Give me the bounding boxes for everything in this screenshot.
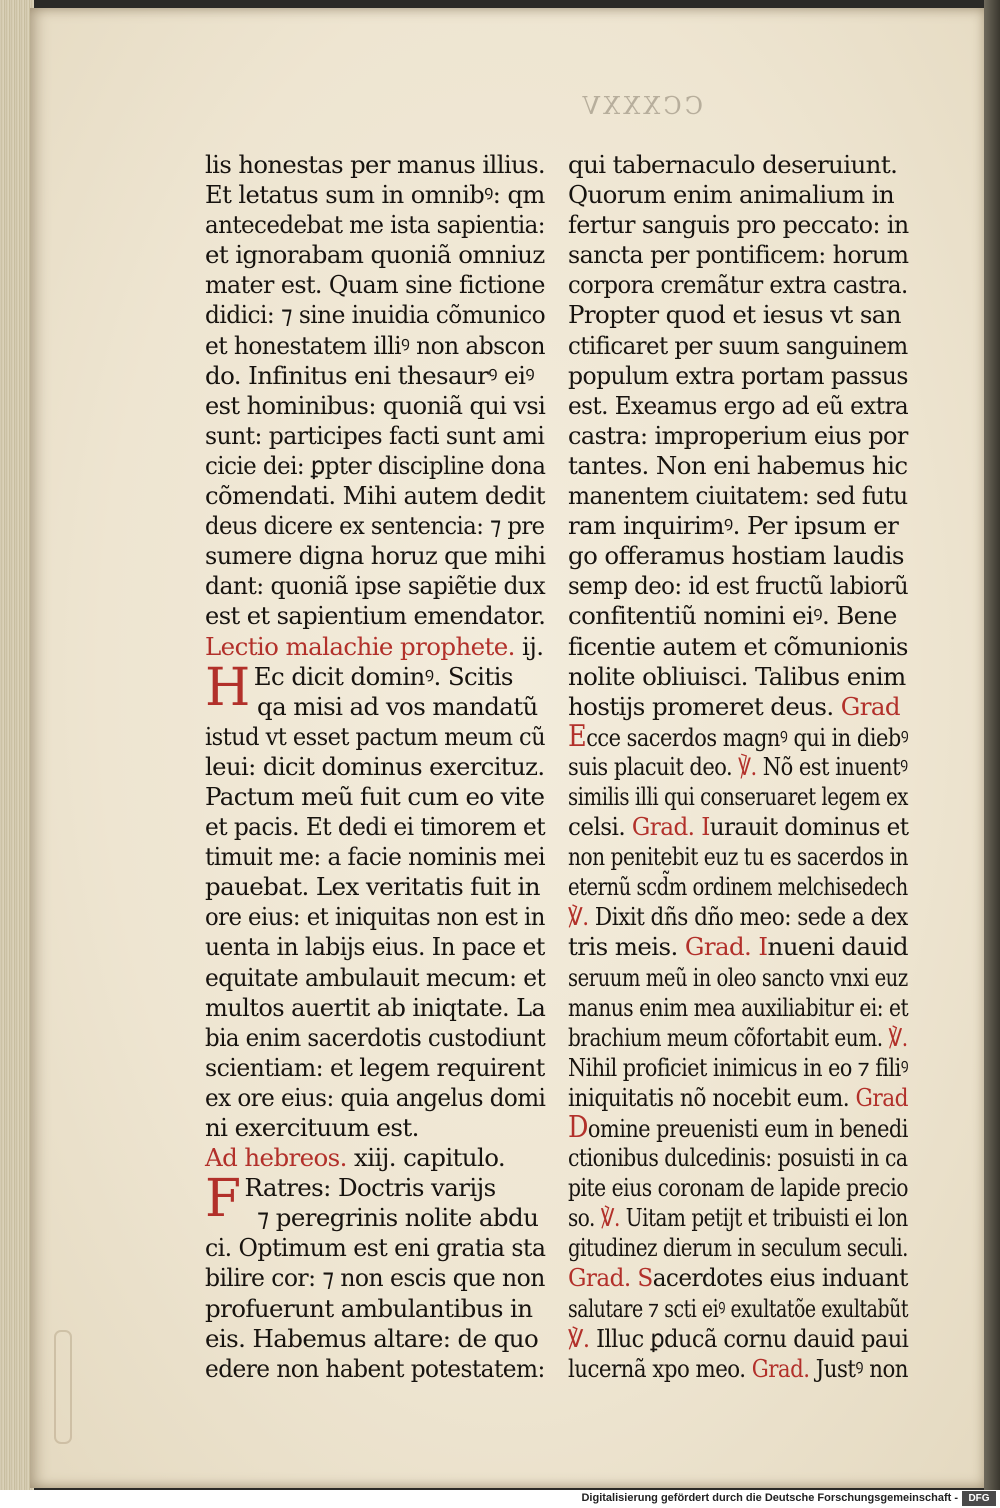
text-line (568, 390, 909, 421)
line-text: so. (568, 1203, 595, 1233)
text-line (205, 721, 546, 752)
line-text: celsi. (568, 812, 626, 842)
line-text: Et letatus sum in omnibꝰ: qm (205, 180, 545, 210)
rubric-initial: E (568, 718, 587, 754)
text-line (568, 1110, 908, 1145)
line-text: iniquitatis nõ nocebit eum. (568, 1082, 850, 1112)
rubric-marker: ℣. (594, 1203, 620, 1233)
text-line (205, 751, 545, 782)
text-line (568, 751, 908, 782)
rubric-heading: Ad hebreos. (205, 1143, 347, 1173)
rubric-initial: H (205, 657, 250, 718)
line-text: mater est. Quam sine fictione (205, 270, 545, 300)
line-text: multos auertit ab iniqtate. La (205, 992, 546, 1022)
line-text: confitentiũ nomini eiꝰ. Bene (568, 601, 897, 631)
text-line (568, 420, 908, 451)
text-line (205, 692, 545, 722)
line-text: cce sacerdos magnꝰ qui in diebꝰ (586, 722, 909, 752)
line-text: salutare ⁊ scti eiꝰ exultatõe exultabũt (568, 1293, 909, 1323)
text-line (568, 992, 909, 1023)
rubric-marker: Grad (833, 691, 900, 721)
line-text: qui tabernaculo deseruiunt. (568, 150, 898, 179)
text-line (205, 601, 546, 631)
text-line (568, 451, 908, 481)
line-text: antecedebat me ista sapientia: (205, 210, 545, 240)
text-line (568, 240, 909, 270)
line-text: urauit dominus et (709, 812, 909, 842)
line-text: Nihil proficiet inimicus in eo ⁊ filiꝰ (568, 1052, 909, 1082)
line-text: eternũ scd̃m ordinem melchisedech (568, 872, 908, 902)
line-text: dant: quoniã ipse sapiẽtie dux (205, 571, 546, 601)
rubric-marker: ℣. (732, 751, 757, 781)
line-text: Ec dicit dominꝰ. Scitis (253, 661, 513, 691)
line-text: eis. Habemus altare: de quo (205, 1323, 539, 1353)
line-text: et ignorabam quoniã omniuz (205, 240, 545, 270)
text-line (568, 511, 908, 541)
line-text: seruum meũ in oleo sancto vnxi euz (568, 962, 908, 992)
text-line (205, 541, 546, 571)
line-text: fertur sanguis pro peccato: in (568, 210, 909, 240)
line-text: est et sapientium emendator. (205, 601, 546, 631)
line-text: scientiam: et legem requirent (205, 1052, 545, 1082)
text-line (205, 932, 545, 962)
line-text: sumere digna horuz que mihi (205, 541, 546, 571)
text-line (205, 1203, 545, 1233)
line-text: non penitebit euz tu es sacerdos in (568, 842, 909, 872)
text-line (568, 842, 909, 872)
line-text: ram inquirimꝰ. Per ipsum er (568, 511, 899, 541)
folio-number: CCXXXV (579, 92, 703, 120)
line-text: omine preuenisti eum in benedi (587, 1114, 908, 1143)
line-text: ci. Optimum est eni gratia sta (205, 1233, 546, 1263)
text-line (568, 1323, 909, 1354)
line-text: ex ore eius: quia angelus domi (205, 1082, 546, 1112)
line-text: gitudinez dierum in seculum seculi. (568, 1233, 908, 1263)
line-text: Illuc ꝑducã cornu dauid paui (589, 1323, 909, 1353)
text-line (568, 718, 909, 754)
line-text: semp deo: id est fructũ labiorũ (568, 571, 909, 601)
text-line (568, 781, 908, 812)
line-text: Dixit dñs dño meo: sede a dex (588, 902, 908, 932)
line-text: cõmendati. Mihi autem dedit (205, 481, 545, 511)
line-text: equitate ambulauit mecum: et (205, 962, 546, 992)
text-line (568, 1052, 909, 1083)
rubric-initial: F (205, 1169, 241, 1230)
line-text: ctionibus dulcedinis: posuisti in ca (568, 1143, 908, 1173)
line-text: profuerunt ambulantibus in (205, 1293, 533, 1323)
text-line (568, 932, 908, 962)
line-text: nolite obliuisci. Talibus enim (568, 661, 906, 691)
text-line (205, 420, 545, 451)
line-text: suis placuit deo. (568, 751, 733, 781)
line-text: tris meis. (568, 932, 678, 962)
page-fold-mark (54, 1330, 72, 1444)
line-text: populum extra portam passus (568, 360, 908, 390)
line-text: do. Infinitus eni thesaurꝰ eiꝰ (205, 360, 535, 390)
text-line (205, 1324, 545, 1354)
line-text: lis honestas per manus illius. (205, 150, 546, 179)
text-line (205, 1052, 545, 1083)
line-text: pauebat. Lex veritatis fuit in (205, 872, 540, 902)
text-line (205, 180, 545, 210)
text-line (205, 632, 545, 662)
rubric-marker: Grad (849, 1082, 909, 1112)
text-line (205, 1294, 545, 1324)
text-line (568, 541, 908, 571)
rubric-marker: ℣. (882, 1022, 908, 1052)
text-line (205, 1353, 545, 1384)
text-line (568, 330, 908, 361)
text-line (568, 1173, 909, 1203)
text-line (568, 481, 908, 511)
line-text: qa misi ad vos mandatũ (257, 691, 538, 721)
text-line (568, 360, 908, 391)
text-line (568, 1293, 909, 1324)
text-line (568, 180, 908, 210)
facing-page-edge (984, 0, 1000, 1500)
line-text: Propter quod et iesus vt san (568, 300, 901, 330)
line-text: istud vt esset pactum meum cũ (205, 721, 546, 751)
text-line (568, 150, 908, 180)
text-line (205, 240, 544, 270)
line-text: ficentie autem et cõmunionis (568, 631, 908, 661)
line-text: et honestatem illiꝰ non abscon (205, 330, 545, 360)
text-line (205, 270, 545, 300)
line-text: bilire cor: ⁊ non escis que non (205, 1263, 545, 1293)
text-line (568, 601, 908, 631)
text-line (568, 1082, 909, 1113)
line-text: go offeramus hostiam laudis (568, 541, 904, 571)
footer-bar (0, 1490, 1000, 1508)
right-text-column (568, 150, 908, 1384)
line-text: sunt: participes facti sunt ami (205, 420, 545, 450)
text-line (205, 330, 545, 361)
text-line (205, 782, 545, 812)
line-text: similis illi qui conseruaret legem ex (568, 781, 908, 811)
line-text: uenta in labijs eius. In pace et (205, 932, 545, 962)
line-text: ni exercituum est. (205, 1113, 419, 1142)
text-line (205, 450, 546, 481)
text-line (568, 1022, 908, 1053)
rubric-marker: Grad. I (677, 932, 768, 962)
line-text: est. Exeamus ergo ad eũ extra (568, 390, 909, 420)
text-line (568, 662, 908, 692)
text-line (568, 1233, 908, 1263)
rubric-marker: Grad. S (568, 1263, 653, 1293)
text-line (205, 1113, 545, 1143)
rubric-heading: Lectio malachie prophete. (205, 631, 515, 661)
text-line (568, 210, 909, 240)
line-text: et pacis. Et dedi ei timorem et (205, 812, 546, 842)
line-text: didici: ⁊ sine inuidia cõmunico (205, 300, 546, 330)
footer-credit: Digitalisierung gefördert durch die Deutsche Forschungsgemeinschaft - (581, 1492, 958, 1504)
line-text: castra: improperium eius por (568, 420, 908, 450)
rubric-marker: Grad. (745, 1353, 810, 1383)
text-line (205, 1263, 545, 1293)
line-text: Pactum meũ fuit cum eo vite (205, 781, 545, 811)
text-line (568, 872, 908, 902)
text-line (568, 902, 908, 932)
text-line (205, 1233, 546, 1263)
line-text: deus dicere ex sentencia: ⁊ pre (205, 511, 545, 541)
text-line (568, 270, 908, 300)
line-text: Uitam petijt et tribuisti ei lon (619, 1203, 908, 1233)
text-line (205, 812, 546, 842)
text-line (568, 962, 908, 993)
rubric-marker: ℣. (568, 1323, 590, 1353)
dfg-logo: DFG (962, 1491, 996, 1506)
rubric-initial: D (568, 1110, 588, 1145)
line-text: sancta per pontificem: horum (568, 240, 909, 270)
text-line (568, 692, 908, 722)
line-text: Ratres: Doctris varijs (244, 1173, 496, 1203)
text-line (205, 872, 545, 902)
text-line (568, 1203, 908, 1233)
text-line (205, 511, 545, 541)
book-edge (0, 0, 34, 1508)
line-text: ⁊ peregrinis nolite abdu (257, 1203, 539, 1233)
text-line (205, 210, 545, 240)
text-line (568, 631, 908, 662)
line-text: acerdotes eius induant (652, 1263, 908, 1293)
line-text: cicie dei: ꝑpter discipline dona (205, 450, 546, 480)
rubric-marker: Grad. I (625, 812, 710, 842)
text-line (205, 150, 546, 180)
text-line (568, 571, 909, 601)
text-line (205, 962, 546, 993)
line-text: bia enim sacerdotis custodiunt (205, 1022, 546, 1052)
text-line (205, 992, 546, 1023)
line-text: ctificaret per suum sanguinem (568, 330, 908, 360)
line-text: edere non habent potestatem: (205, 1353, 545, 1383)
text-line (205, 571, 546, 601)
text-line (568, 1143, 908, 1173)
line-text: leui: dicit dominus exercituz. (205, 751, 545, 781)
text-line (568, 1353, 909, 1384)
line-text: Quorum enim animalium in (568, 180, 895, 210)
line-text: xiij. capitulo. (346, 1143, 506, 1173)
line-text: ore eius: et iniquitas non est in (205, 902, 545, 932)
line-text: nueni dauid (767, 932, 908, 962)
text-line (205, 390, 546, 421)
text-line (568, 812, 909, 842)
text-line (568, 1263, 908, 1293)
line-text: manus enim mea auxiliabitur ei: et (568, 992, 909, 1022)
line-text: timuit me: a facie nominis mei (205, 842, 545, 872)
text-line (205, 1143, 545, 1173)
line-text: brachium meum cõfortabit eum. (568, 1022, 883, 1052)
left-text-column (205, 150, 545, 1384)
line-text: corpora cremãtur extra castra. (568, 270, 908, 300)
line-text: est hominibus: quoniã qui vsi (205, 390, 546, 420)
text-line (205, 481, 545, 511)
line-text: manentem ciuitatem: sed futu (568, 481, 908, 511)
text-line (205, 300, 546, 330)
line-text: pite eius coronam de lapide precio (568, 1173, 909, 1203)
line-text: hostijs promeret deus. (568, 691, 834, 721)
line-text: lucernã xpo meo. (568, 1353, 746, 1383)
text-line (205, 1022, 546, 1053)
line-text: Nõ est inuentꝰ (756, 751, 908, 781)
rubric-marker: ℣. (568, 902, 589, 932)
line-text: ij. (514, 631, 544, 661)
text-line (568, 300, 908, 330)
line-text: Justꝰ non (809, 1353, 909, 1383)
text-line (205, 361, 545, 391)
line-text: tantes. Non eni habemus hic (568, 450, 908, 480)
text-line (205, 902, 545, 932)
text-line (205, 842, 545, 872)
text-line (205, 1082, 546, 1113)
